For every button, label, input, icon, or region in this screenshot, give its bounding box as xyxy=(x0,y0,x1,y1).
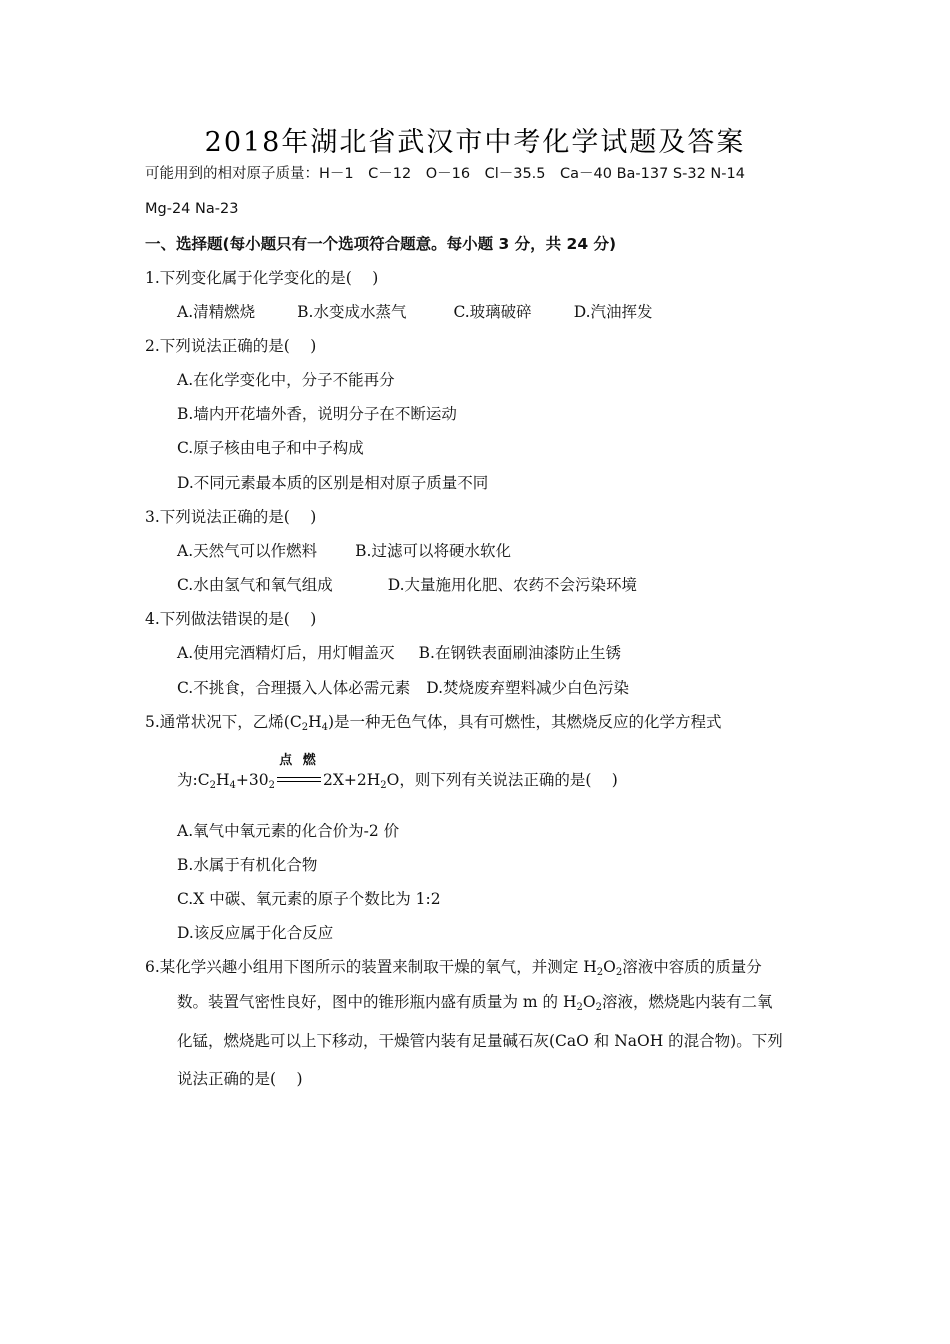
q3-option-b: B.过滤可以将硬水软化 xyxy=(355,542,511,560)
q1-option-a: A.清精燃烧 xyxy=(177,303,256,321)
question-1-options xyxy=(177,302,653,322)
q2-option-c: C.原子核由电子和中子构成 xyxy=(177,439,364,457)
question-4-stem: 4.下列做法错误的是( ) xyxy=(145,610,317,628)
q2-option-b: B.墙内开花墙外香，说明分子在不断运动 xyxy=(177,405,457,423)
question-3-options-row1 xyxy=(177,541,511,561)
q1-option-c: C.玻璃破碎 xyxy=(453,303,532,321)
question-6-line4: 说法正确的是( ) xyxy=(177,1070,303,1088)
question-6-line3: 化锰，燃烧匙可以上下移动，干燥管内装有足量碱石灰(CaO 和 NaOH 的混合物)。下列 xyxy=(177,1032,783,1050)
page-title: 2018年湖北省武汉市中考化学试题及答案 xyxy=(204,127,746,158)
question-4-options-row1 xyxy=(177,643,621,663)
q5-option-c: C.X 中碳、氧元素的原子个数比为 1:2 xyxy=(177,890,441,908)
question-3-options-row2 xyxy=(177,575,637,595)
q4-option-a: A.使用完酒精灯后，用灯帽盖灭 xyxy=(177,644,395,662)
q5-option-b: B.水属于有机化合物 xyxy=(177,856,318,874)
atomic-masses-line1: 可能用到的相对原子质量：H－1 C－12 O－16 Cl－35.5 Ca－40 Ba-137 S-32 N-14 xyxy=(145,166,745,182)
q3-option-d: D.大量施用化肥、农药不会污染环境 xyxy=(387,576,638,594)
question-5-equation: 为$:C_2H_4+30_2$ 点 燃 $2X+2H_2O$，则下列有关说法正确的是( ) xyxy=(177,753,618,791)
question-3-stem: 3.下列说法正确的是( ) xyxy=(145,508,317,526)
reaction-condition-label: 点 燃 xyxy=(279,753,319,768)
q1-option-d: D.汽油挥发 xyxy=(573,303,653,321)
question-2-stem: 2.下列说法正确的是( ) xyxy=(145,337,317,355)
question-5-stem: 5.通常状况下，乙烯$(C_2H_4)$是一种无色气体，具有可燃性，其燃烧反应的化学方程式 xyxy=(145,713,722,733)
section-heading: 一、选择题(每小题只有一个选项符合题意。每小题 3 分，共 24 分) xyxy=(145,235,617,253)
question-4-options-row2 xyxy=(177,678,629,698)
q2-option-a: A.在化学变化中，分子不能再分 xyxy=(177,371,395,389)
q5-option-d: D.该反应属于化合反应 xyxy=(177,924,334,942)
question-6-line1: 6.某化学兴趣小组用下图所示的装置来制取干燥的氧气，并测定 $H_2O_2$溶液中容质的质量分 xyxy=(145,958,762,978)
q5-option-a: A.氧气中氧元素的化合价为-2 价 xyxy=(177,822,400,840)
q3-option-c: C.水由氢气和氧气组成 xyxy=(177,576,333,594)
q3-option-a: A.天然气可以作燃料 xyxy=(177,542,318,560)
q1-option-b: B.水变成水蒸气 xyxy=(297,303,407,321)
atomic-masses-line2: Mg-24 Na-23 xyxy=(145,201,239,217)
question-6-line2: 数。装置气密性良好，图中的锥形瓶内盛有质量为 m 的 $H_2O_2$溶液，燃烧匙内装有二氧 xyxy=(177,993,773,1013)
q4-option-d: D.焚烧废弃塑料减少白色污染 xyxy=(426,679,630,697)
question-1-stem: 1.下列变化属于化学变化的是( ) xyxy=(145,269,379,287)
q2-option-d: D.不同元素最本质的区别是相对原子质量不同 xyxy=(177,474,489,492)
q4-option-b: B.在钢铁表面刷油漆防止生锈 xyxy=(418,644,621,662)
reaction-condition-arrow xyxy=(277,753,321,791)
q4-option-c: C.不挑食，合理摄入人体必需元素 xyxy=(177,679,411,697)
